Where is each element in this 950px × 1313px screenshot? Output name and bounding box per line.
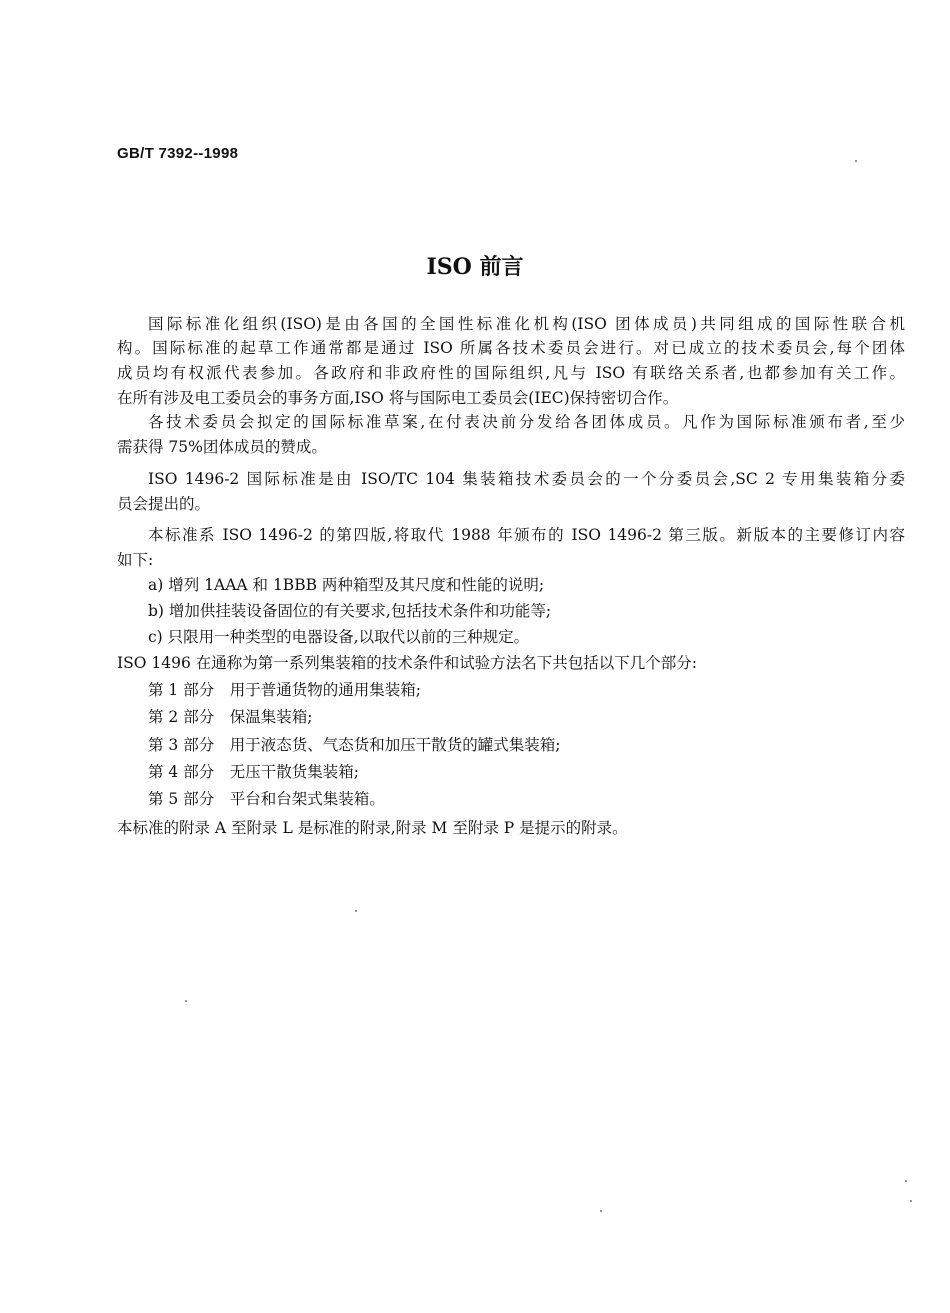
paragraph-line: 本标准的附录 A 至附录 L 是标准的附录,附录 M 至附录 P 是提示的附录。 xyxy=(117,819,628,837)
part-item: 第 5 部分 平台和台架式集装箱。 xyxy=(148,790,385,808)
paragraph-line: 在所有涉及电工委员会的事务方面,ISO 将与国际电工委员会(IEC)保持密切合作。 xyxy=(117,389,679,407)
revision-item: b) 增加供挂装设备固位的有关要求,包括技术条件和功能等; xyxy=(148,602,552,620)
revision-item: a) 增列 1AAA 和 1BBB 两种箱型及其尺度和性能的说明; xyxy=(148,576,545,594)
paragraph-line: 需获得 75%团体成员的赞成。 xyxy=(117,438,327,456)
paragraph-line: 员会提出的。 xyxy=(117,495,211,513)
paragraph-line: 如下: xyxy=(117,551,154,569)
paragraph-line: 各技术委员会拟定的国际标准草案,在付表决前分发给各团体成员。凡作为国际标准颁布者,至少 xyxy=(148,413,905,431)
part-item: 第 1 部分 用于普通货物的通用集装箱; xyxy=(148,681,421,699)
revision-item: c) 只限用一种类型的电器设备,以取代以前的三种规定。 xyxy=(148,628,530,646)
part-item: 第 2 部分 保温集装箱; xyxy=(148,708,313,726)
scan-speck xyxy=(855,160,857,162)
document-number: GB/T 7392--1998 xyxy=(117,145,239,162)
scan-speck xyxy=(905,1180,907,1182)
part-item: 第 4 部分 无压干散货集装箱; xyxy=(148,763,359,781)
part-item: 第 3 部分 用于液态货、气态货和加压干散货的罐式集装箱; xyxy=(148,736,561,754)
paragraph-line: 国际标准化组织(ISO)是由各国的全国性标准化机构(ISO 团体成员)共同组成的国际性联合机 xyxy=(148,315,905,333)
page-title: ISO 前言 xyxy=(426,254,524,280)
paragraph-line: ISO 1496-2 国际标准是由 ISO/TC 104 集装箱技术委员会的一个分委员会,SC 2 专用集装箱分委 xyxy=(148,470,905,488)
scan-speck xyxy=(355,910,357,912)
paragraph-line: 成员均有权派代表参加。各政府和非政府性的国际组织,凡与 ISO 有联络关系者,也都参加有关工作。 xyxy=(117,364,905,382)
paragraph-line: 本标准系 ISO 1496-2 的第四版,将取代 1988 年颁布的 ISO 1496-2 第三版。新版本的主要修订内容 xyxy=(148,526,905,544)
scan-speck xyxy=(910,1200,912,1202)
scan-speck xyxy=(185,1000,187,1002)
paragraph-line: ISO 1496 在通称为第一系列集装箱的技术条件和试验方法名下共包括以下几个部分: xyxy=(117,654,697,672)
paragraph-line: 构。国际标准的起草工作通常都是通过 ISO 所属各技术委员会进行。对已成立的技术委员会,每个团体 xyxy=(117,339,905,357)
scan-speck xyxy=(600,1210,602,1212)
